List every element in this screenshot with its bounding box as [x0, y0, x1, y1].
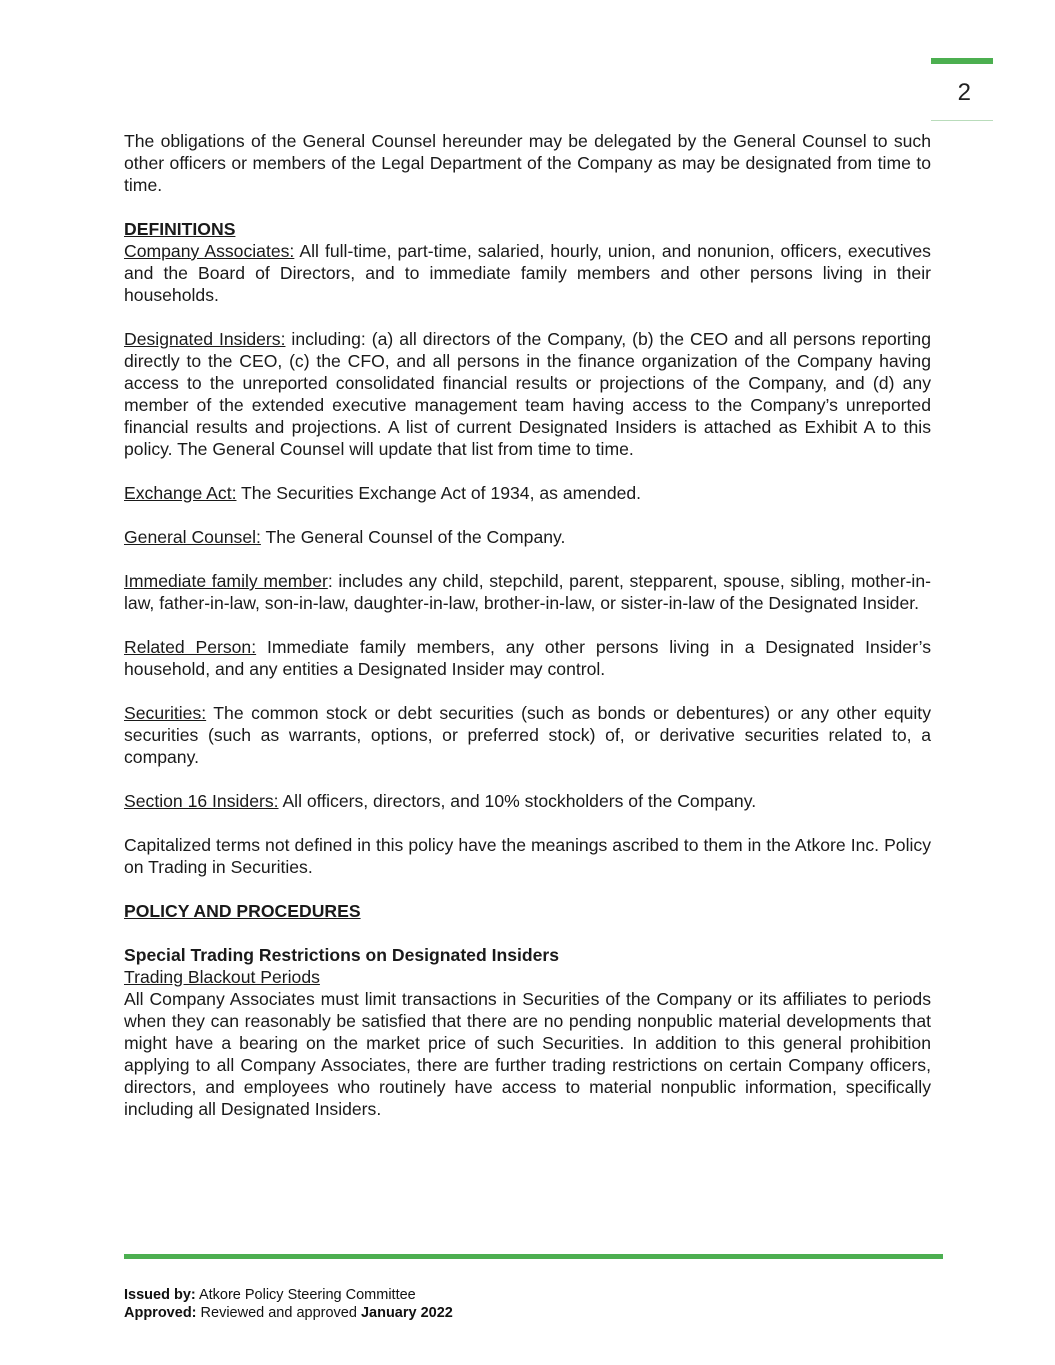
definition-text: : includes any child, stepchild, parent, stepparent, spouse, sibling, mother-in-law, father-in-law, son-in-law, daughter-in-law, brother-in-law, or sister-in-law of the Designated Insider. — [124, 571, 931, 613]
footer — [124, 1286, 453, 1322]
definitions-closing-paragraph: Capitalized terms not defined in this policy have the meanings ascribed to them in the Atkore Inc. Policy on Trading in Securities. — [124, 835, 931, 877]
definition-securities — [124, 702, 931, 768]
definition-related-person — [124, 636, 931, 680]
definition-term: Securities: — [124, 703, 207, 723]
definition-term: General Counsel: — [124, 527, 261, 547]
definition-text: The Securities Exchange Act of 1934, as amended. — [236, 483, 642, 503]
definition-designated-insiders — [124, 328, 931, 460]
definition-term: Designated Insiders: — [124, 329, 286, 349]
definition-company-associates — [124, 240, 931, 306]
footer-approved-line — [124, 1304, 453, 1322]
footer-divider — [124, 1254, 943, 1259]
intro-paragraph: The obligations of the General Counsel hereunder may be delegated by the General Counsel to such other officers or members of the Legal Department of the Company as may be designated from time to time. — [124, 131, 931, 195]
footer-approved-label: Approved: — [124, 1305, 197, 1321]
definition-term: Related Person: — [124, 637, 257, 657]
page-number-divider — [931, 120, 993, 121]
footer-issued-line — [124, 1286, 453, 1304]
footer-approved-value: Reviewed and approved — [196, 1305, 361, 1321]
definition-term: Exchange Act: — [124, 483, 237, 503]
page-number-badge — [931, 58, 993, 121]
definition-section-16-insiders — [124, 790, 931, 812]
footer-approved-date: January 2022 — [360, 1305, 453, 1321]
definition-text: The common stock or debt securities (such as bonds or debentures) or any other equity securities (such as warrants, options, or preferred stock) of, or derivative securities related to, a company. — [124, 703, 931, 767]
definition-immediate-family-member — [124, 570, 931, 614]
definition-term: Company Associates: — [124, 241, 295, 261]
footer-issued-value: Atkore Policy Steering Committee — [195, 1287, 416, 1303]
definition-term: Immediate family member — [124, 571, 328, 591]
document-body — [124, 130, 931, 1120]
definition-exchange-act — [124, 482, 931, 504]
definition-text: The General Counsel of the Company. — [260, 527, 566, 547]
definition-text: including: (a) all directors of the Company, (b) the CEO and all persons reporting directly to the CEO, (c) the CFO, and all persons in the finance organization of the Company having access to the unreported consolidated financial results or projections of the Company, and (d) any member of the extended executive management team having access to the Company’s unreported financial results and projections. A list of current Designated Insiders is attached as Exhibit A to this policy. The General Counsel will update that list from time to time. — [124, 329, 931, 459]
definition-text: Immediate family members, any other persons living in a Designated Insider’s household, and any entities a Designated Insider may control. — [124, 637, 931, 679]
policy-subsubheading: Trading Blackout Periods — [124, 967, 320, 987]
definition-text: All officers, directors, and 10% stockholders of the Company. — [278, 791, 757, 811]
policy-subheading: Special Trading Restrictions on Designated Insiders — [124, 945, 560, 965]
policy-body-paragraph: All Company Associates must limit transactions in Securities of the Company or its affiliates to periods when they can reasonably be satisfied that there are no pending nonpublic material developments that might have a bearing on the market price of such Securities. In addition to this general prohibition applying to all Company Associates, there are further trading restrictions on certain Company officers, directors, and employees who routinely have access to material nonpublic information, specifically including all Designated Insiders. — [124, 989, 931, 1119]
definition-text: All full-time, part-time, salaried, hourly, union, and nonunion, officers, executives and the Board of Directors, and to immediate family members and other persons living in their households. — [124, 241, 931, 305]
footer-issued-label: Issued by: — [124, 1287, 196, 1303]
definition-term: Section 16 Insiders: — [124, 791, 279, 811]
page-number: 2 — [957, 79, 971, 106]
policy-heading: POLICY AND PROCEDURES — [124, 901, 361, 921]
definitions-heading: DEFINITIONS — [124, 219, 236, 239]
definition-general-counsel — [124, 526, 931, 548]
